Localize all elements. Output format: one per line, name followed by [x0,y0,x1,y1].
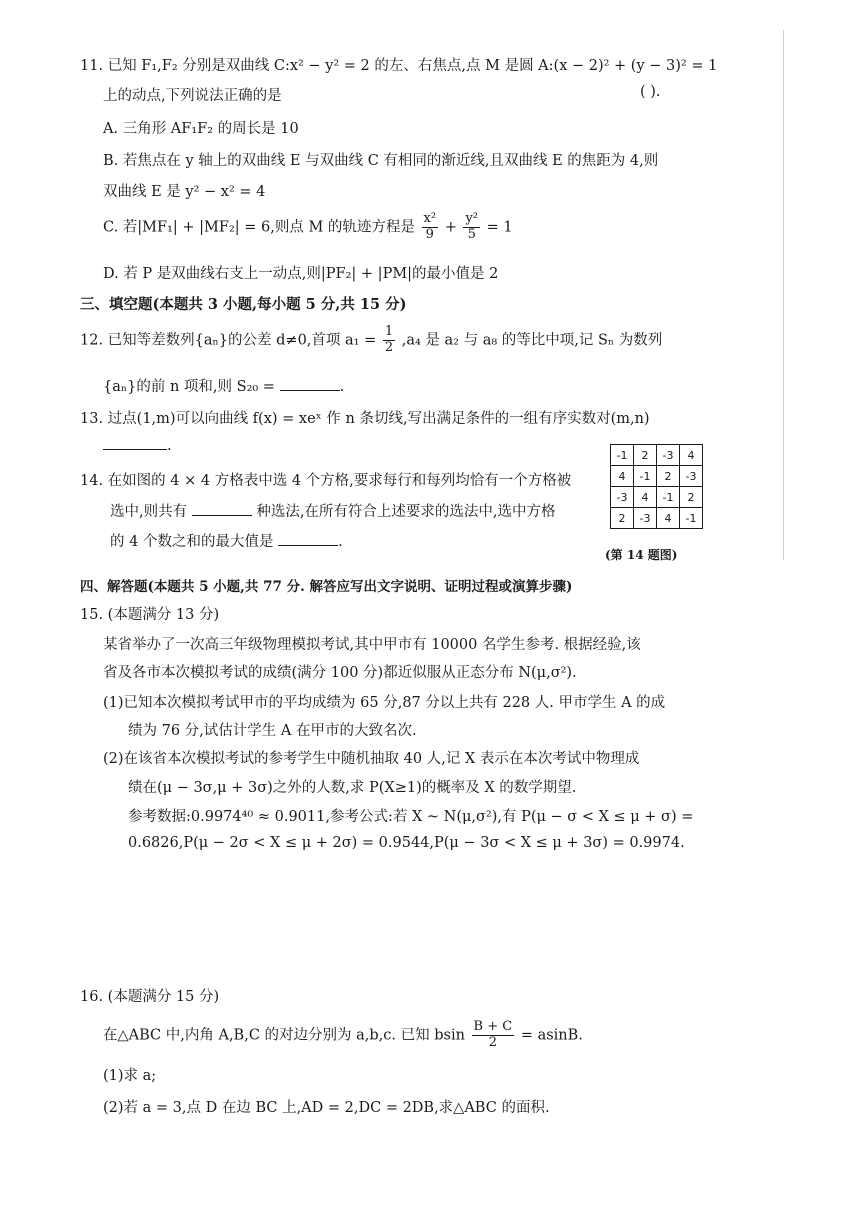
q11-option-b-line2: 双曲线 E 是 y² − x² = 4 [103,184,266,200]
q14-line3: 的 4 个数之和的最大值是 . [110,534,343,550]
q14-grid-table [610,444,703,529]
q11-stem-line1: 11. 已知 F₁,F₂ 分别是双曲线 C:x² − y² = 2 的左、右焦点,点 M 是圆 A:(x − 2)² + (y − 3)² = 1 [80,58,718,74]
q11-option-c-frac2: $\frac{\text{y²}}{5}$ [465,211,479,242]
q11-option-c-frac1: $\frac{\text{x²}}{9}$ [423,211,437,242]
page-fold-line [783,30,784,560]
q15-para-line1: 某省举办了一次高三年级物理模拟考试,其中甲市有 10000 名学生参考. 根据经验,该 [103,637,641,653]
q12-post: ,a₄ 是 a₂ 与 a₈ 的等比中项,记 Sₙ 为数列 [401,332,663,349]
q11-option-c-plus: + [444,219,457,236]
q14-blank1 [192,503,252,516]
q16-heading: 16. (本题满分 15 分) [80,989,220,1005]
grid-cell: -3 [680,466,703,487]
q15-sub2-line2: 绩在(μ − 3σ,μ + 3σ)之外的人数,求 P(X≥1)的概率及 X 的数学期望. [128,780,577,796]
q14-grid-caption: (第 14 题图) [605,548,678,562]
q15-sub2-line1: (2)在该省本次模拟考试的参考学生中随机抽取 40 人,记 X 表示在本次考试中物理成 [103,751,640,767]
q11-option-c-pre: C. 若|MF₁| + |MF₂| = 6,则点 M 的轨迹方程是 [103,219,415,236]
q11-stem-line2: 上的动点,下列说法正确的是 [103,88,282,104]
grid-cell: 4 [634,487,657,508]
section4-heading: 四、解答题(本题共 5 小题,共 77 分. 解答应写出文字说明、证明过程或演算步骤) [80,579,573,595]
grid-cell: 4 [680,445,703,466]
q12-line1 [80,325,662,356]
q12-line2: {aₙ}的前 n 项和,则 S₂₀ = . [103,379,345,395]
grid-cell: 4 [657,508,680,529]
q15-sub1-line2: 绩为 76 分,试估计学生 A 在甲市的大致名次. [128,723,417,739]
q11-option-c [103,212,513,243]
q13-line2: . [103,437,172,454]
grid-row [611,466,703,487]
grid-cell: -1 [634,466,657,487]
q13-blank [103,437,167,450]
q16-para: 在△ABC 中,内角 A,B,C 的对边分别为 a,b,c. 已知 bsin $\frac{B + C}{2}$ = asinB. [103,1019,583,1050]
q12-frac: $\frac{1}{2}$ [384,324,394,355]
grid-cell: -1 [657,487,680,508]
grid-cell: -3 [611,487,634,508]
q12-blank [280,378,340,391]
grid-cell: 2 [611,508,634,529]
grid-cell: -1 [680,508,703,529]
q15-reference-line1: 参考数据:0.9974⁴⁰ ≈ 0.9011,参考公式:若 X ~ N(μ,σ²),有 P(μ − σ < X ≤ μ + σ) = [128,809,694,825]
grid-row [611,508,703,529]
grid-row [611,487,703,508]
grid-cell: 4 [611,466,634,487]
q15-heading: 15. (本题满分 13 分) [80,607,220,623]
grid-row [611,445,703,466]
q12-pre: 12. 已知等差数列{aₙ}的公差 d≠0,首项 a₁ = [80,332,377,349]
grid-cell: 2 [680,487,703,508]
section3-heading: 三、填空题(本题共 3 小题,每小题 5 分,共 15 分) [80,296,407,313]
q14-blank2 [278,533,338,546]
grid-cell: -1 [611,445,634,466]
q11-answer-paren: ( ). [640,84,661,100]
grid-cell: 2 [634,445,657,466]
q14-line2: 选中,则共有 种选法,在所有符合上述要求的选法中,选中方格 [110,504,556,520]
q14-line1: 14. 在如图的 4 × 4 方格表中选 4 个方格,要求每行和每列均恰有一个方格被 [80,473,572,489]
q16-frac: $\frac{B + C}{2}$ [473,1019,513,1050]
q11-option-d: D. 若 P 是双曲线右支上一动点,则|PF₂| + |PM|的最小值是 2 [103,266,499,282]
q15-reference-line2: 0.6826,P(μ − 2σ < X ≤ μ + 2σ) = 0.9544,P(μ − 3σ < X ≤ μ + 3σ) = 0.9974. [128,835,685,851]
q16-sub2: (2)若 a = 3,点 D 在边 BC 上,AD = 2,DC = 2DB,求△ABC 的面积. [103,1100,550,1116]
q11-option-b-line1: B. 若焦点在 y 轴上的双曲线 E 与双曲线 C 有相同的渐近线,且双曲线 E 的焦距为 4,则 [103,153,659,169]
q13-line1: 13. 过点(1,m)可以向曲线 f(x) = xeˣ 作 n 条切线,写出满足条件的一组有序实数对(m,n) [80,411,650,427]
q16-sub1: (1)求 a; [103,1068,157,1084]
grid-cell: 2 [657,466,680,487]
q15-para-line2: 省及各市本次模拟考试的成绩(满分 100 分)都近似服从正态分布 N(μ,σ²). [103,665,577,681]
grid-cell: -3 [634,508,657,529]
q11-option-c-post: = 1 [486,219,513,236]
q12-line2-pre: {aₙ}的前 n 项和,则 S₂₀ = [103,379,275,395]
q15-sub1-line1: (1)已知本次模拟考试甲市的平均成绩为 65 分,87 分以上共有 228 人. 甲市学生 A 的成 [103,695,666,711]
q11-option-a: A. 三角形 AF₁F₂ 的周长是 10 [103,121,299,137]
grid-cell: -3 [657,445,680,466]
